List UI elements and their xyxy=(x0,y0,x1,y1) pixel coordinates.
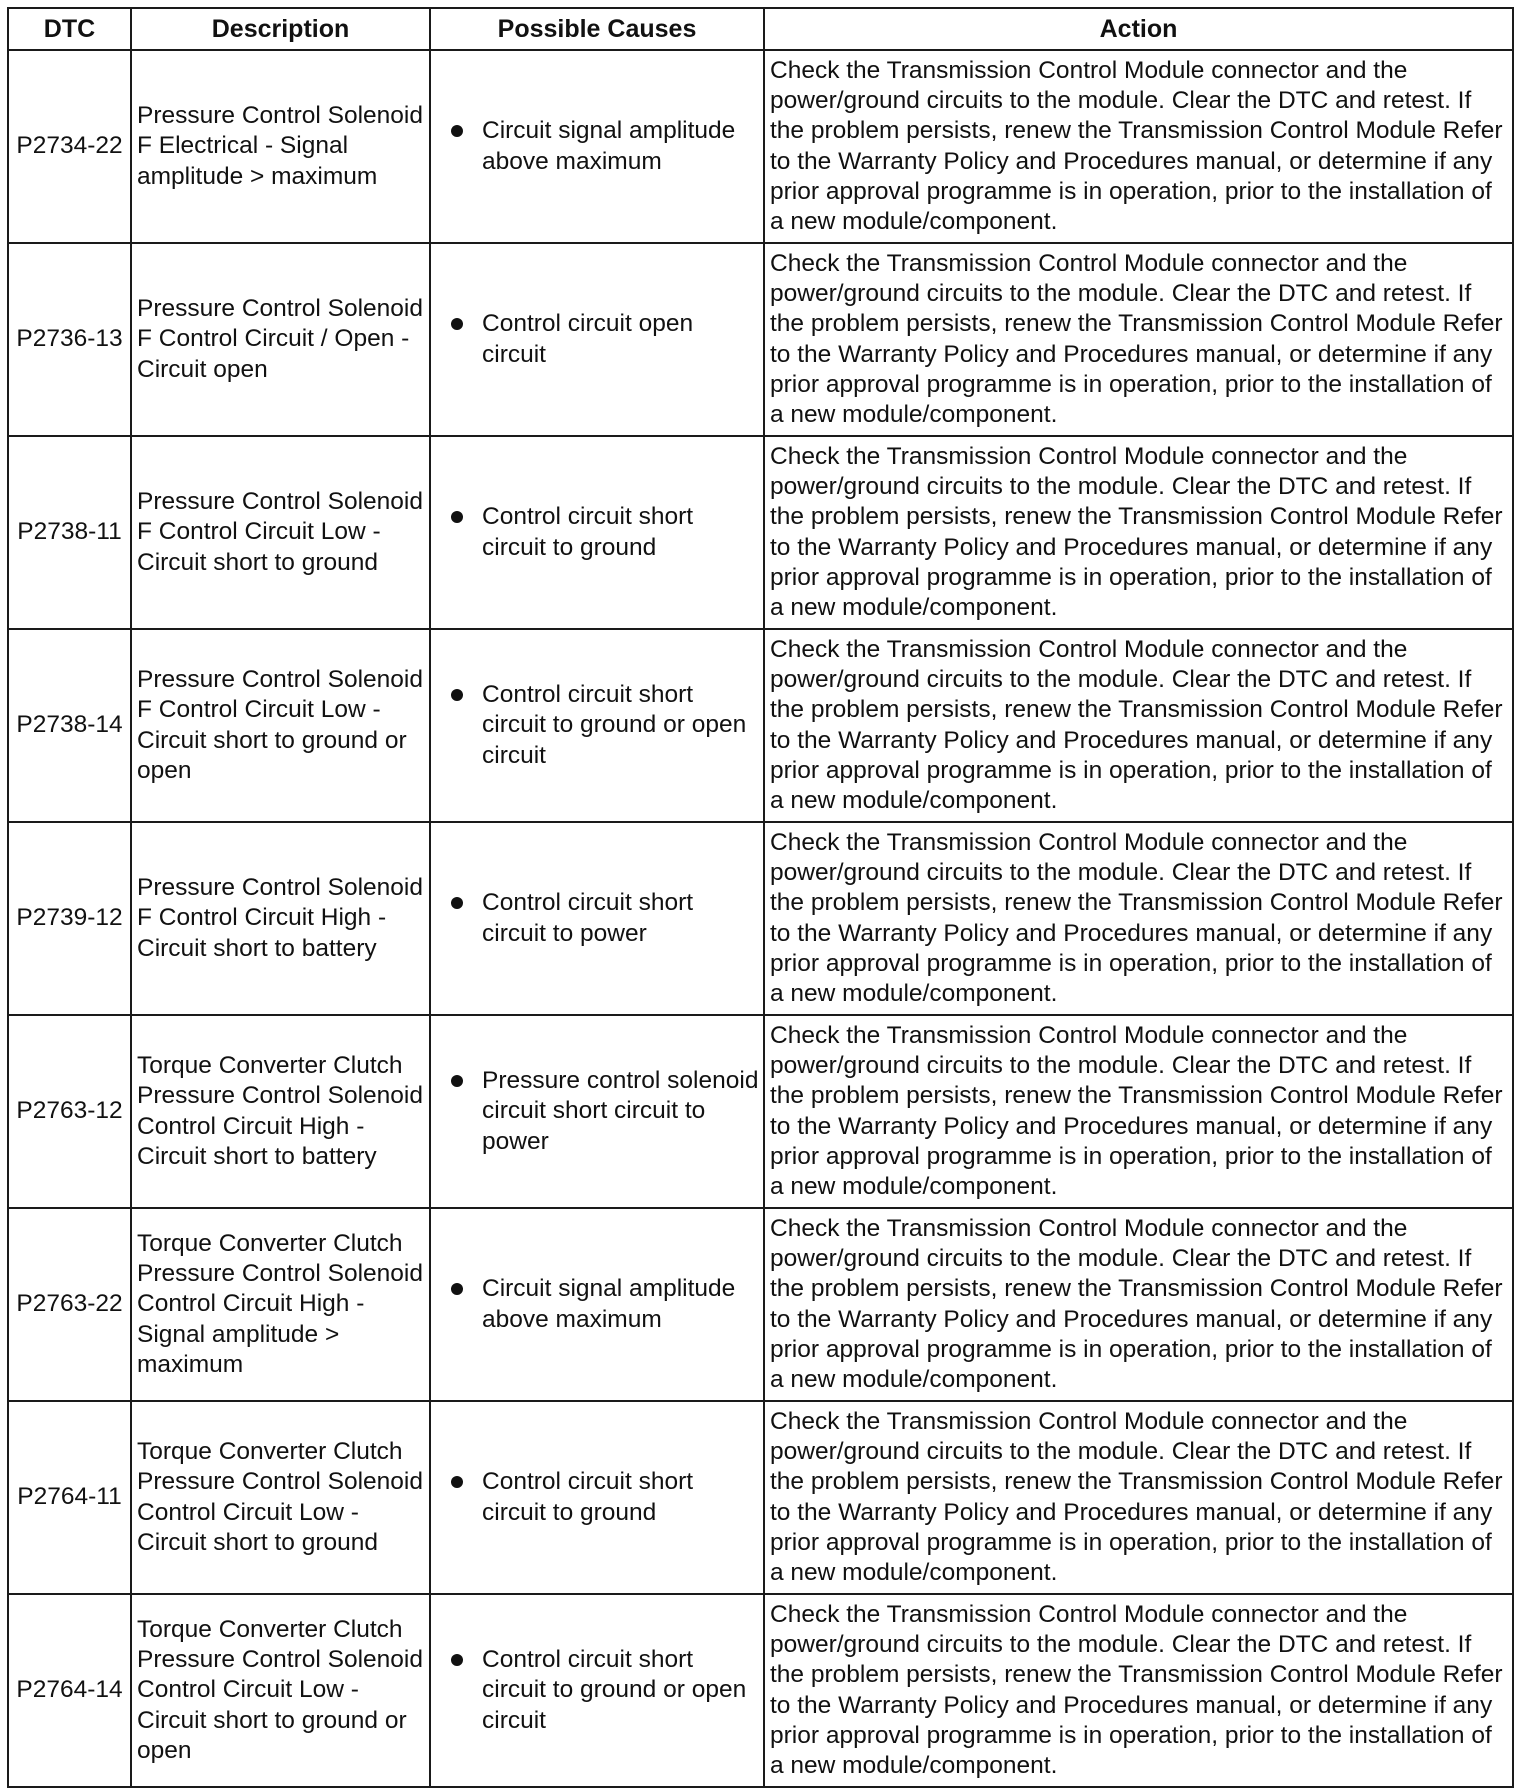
possible-cause-text: Control circuit short circuit to ground or open circuit xyxy=(482,681,747,769)
bullet-icon xyxy=(451,318,463,330)
header-dtc: DTC xyxy=(8,8,131,50)
dtc-code: P2763-12 xyxy=(8,1015,131,1208)
possible-cause-item xyxy=(451,502,759,562)
possible-cause-text: Control circuit short circuit to ground or open circuit xyxy=(482,1646,747,1734)
dtc-code: P2764-14 xyxy=(8,1594,131,1787)
dtc-code: P2739-12 xyxy=(8,822,131,1015)
possible-cause-item xyxy=(451,1066,759,1157)
dtc-code: P2763-22 xyxy=(8,1208,131,1401)
possible-cause-text: Control circuit open circuit xyxy=(482,310,694,368)
action-text: Check the Transmission Control Module connector and the power/ground circuits to the module. Clear the DTC and retest. If the problem persists, renew the Transmission Control Module Refer to the Warranty Policy and Procedures manual, or determine if any prior approval programme is in operation, prior to the installation of a new module/component. xyxy=(764,436,1513,629)
action-text: Check the Transmission Control Module connector and the power/ground circuits to the module. Clear the DTC and retest. If the problem persists, renew the Transmission Control Module Refer to the Warranty Policy and Procedures manual, or determine if any prior approval programme is in operation, prior to the installation of a new module/component. xyxy=(764,50,1513,243)
action-text: Check the Transmission Control Module connector and the power/ground circuits to the module. Clear the DTC and retest. If the problem persists, renew the Transmission Control Module Refer to the Warranty Policy and Procedures manual, or determine if any prior approval programme is in operation, prior to the installation of a new module/component. xyxy=(764,1015,1513,1208)
possible-cause-item xyxy=(451,116,759,176)
dtc-code: P2738-14 xyxy=(8,629,131,822)
dtc-description: Pressure Control Solenoid F Control Circuit Low - Circuit short to ground xyxy=(131,436,430,629)
action-text: Check the Transmission Control Module connector and the power/ground circuits to the module. Clear the DTC and retest. If the problem persists, renew the Transmission Control Module Refer to the Warranty Policy and Procedures manual, or determine if any prior approval programme is in operation, prior to the installation of a new module/component. xyxy=(764,822,1513,1015)
action-text: Check the Transmission Control Module connector and the power/ground circuits to the module. Clear the DTC and retest. If the problem persists, renew the Transmission Control Module Refer to the Warranty Policy and Procedures manual, or determine if any prior approval programme is in operation, prior to the installation of a new module/component. xyxy=(764,1208,1513,1401)
action-text: Check the Transmission Control Module connector and the power/ground circuits to the module. Clear the DTC and retest. If the problem persists, renew the Transmission Control Module Refer to the Warranty Policy and Procedures manual, or determine if any prior approval programme is in operation, prior to the installation of a new module/component. xyxy=(764,1594,1513,1787)
dtc-code: P2736-13 xyxy=(8,243,131,436)
header-possible-causes: Possible Causes xyxy=(430,8,764,50)
bullet-icon xyxy=(451,1283,463,1295)
table-row xyxy=(8,1594,1513,1787)
table-row xyxy=(8,50,1513,243)
possible-cause-cell xyxy=(430,50,764,243)
bullet-icon xyxy=(451,689,463,701)
dtc-code: P2738-11 xyxy=(8,436,131,629)
bullet-icon xyxy=(451,125,463,137)
dtc-description: Pressure Control Solenoid F Control Circuit Low - Circuit short to ground or open xyxy=(131,629,430,822)
possible-cause-item xyxy=(451,888,759,948)
bullet-icon xyxy=(451,1476,463,1488)
dtc-code: P2764-11 xyxy=(8,1401,131,1594)
possible-cause-cell xyxy=(430,1015,764,1208)
possible-cause-item xyxy=(451,1645,759,1736)
dtc-description: Torque Converter Clutch Pressure Control Solenoid Control Circuit High - Signal amplitude > maximum xyxy=(131,1208,430,1401)
possible-cause-text: Control circuit short circuit to power xyxy=(482,889,694,947)
dtc-description: Pressure Control Solenoid F Electrical - Signal amplitude > maximum xyxy=(131,50,430,243)
bullet-icon xyxy=(451,511,463,523)
table-row xyxy=(8,1208,1513,1401)
action-text: Check the Transmission Control Module connector and the power/ground circuits to the module. Clear the DTC and retest. If the problem persists, renew the Transmission Control Module Refer to the Warranty Policy and Procedures manual, or determine if any prior approval programme is in operation, prior to the installation of a new module/component. xyxy=(764,1401,1513,1594)
table-row xyxy=(8,243,1513,436)
possible-cause-text: Control circuit short circuit to ground xyxy=(482,1468,694,1526)
dtc-description: Torque Converter Clutch Pressure Control Solenoid Control Circuit Low - Circuit short to ground or open xyxy=(131,1594,430,1787)
possible-cause-text: Pressure control solenoid circuit short circuit to power xyxy=(482,1067,759,1155)
action-text: Check the Transmission Control Module connector and the power/ground circuits to the module. Clear the DTC and retest. If the problem persists, renew the Transmission Control Module Refer to the Warranty Policy and Procedures manual, or determine if any prior approval programme is in operation, prior to the installation of a new module/component. xyxy=(764,243,1513,436)
possible-cause-item xyxy=(451,309,759,369)
dtc-code: P2734-22 xyxy=(8,50,131,243)
possible-cause-cell xyxy=(430,1594,764,1787)
table-row xyxy=(8,436,1513,629)
header-row xyxy=(8,8,1513,50)
table-row xyxy=(8,1015,1513,1208)
possible-cause-item xyxy=(451,1274,759,1334)
table-row xyxy=(8,629,1513,822)
possible-cause-cell xyxy=(430,436,764,629)
bullet-icon xyxy=(451,1654,463,1666)
dtc-description: Pressure Control Solenoid F Control Circuit / Open - Circuit open xyxy=(131,243,430,436)
possible-cause-cell xyxy=(430,1401,764,1594)
possible-cause-cell xyxy=(430,822,764,1015)
dtc-description: Torque Converter Clutch Pressure Control Solenoid Control Circuit High - Circuit short to battery xyxy=(131,1015,430,1208)
possible-cause-text: Circuit signal amplitude above maximum xyxy=(482,117,736,175)
table-row xyxy=(8,822,1513,1015)
dtc-description: Pressure Control Solenoid F Control Circuit High - Circuit short to battery xyxy=(131,822,430,1015)
possible-cause-item xyxy=(451,1467,759,1527)
possible-cause-cell xyxy=(430,629,764,822)
possible-cause-cell xyxy=(430,1208,764,1401)
bullet-icon xyxy=(451,1075,463,1087)
dtc-table xyxy=(7,7,1514,1788)
dtc-description: Torque Converter Clutch Pressure Control Solenoid Control Circuit Low - Circuit short to ground xyxy=(131,1401,430,1594)
possible-cause-text: Circuit signal amplitude above maximum xyxy=(482,1275,736,1333)
possible-cause-cell xyxy=(430,243,764,436)
header-description: Description xyxy=(131,8,430,50)
bullet-icon xyxy=(451,897,463,909)
header-action: Action xyxy=(764,8,1513,50)
action-text: Check the Transmission Control Module connector and the power/ground circuits to the module. Clear the DTC and retest. If the problem persists, renew the Transmission Control Module Refer to the Warranty Policy and Procedures manual, or determine if any prior approval programme is in operation, prior to the installation of a new module/component. xyxy=(764,629,1513,822)
possible-cause-item xyxy=(451,680,759,771)
possible-cause-text: Control circuit short circuit to ground xyxy=(482,503,694,561)
table-row xyxy=(8,1401,1513,1594)
